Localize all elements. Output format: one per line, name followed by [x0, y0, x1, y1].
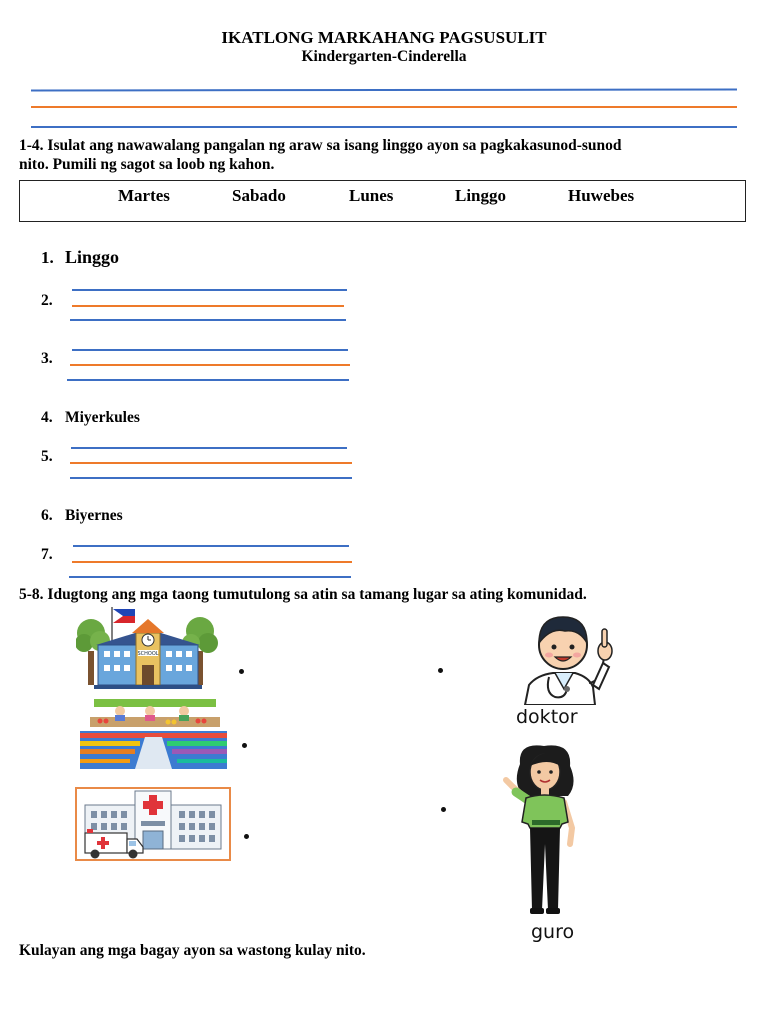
item-5-number: 5. [41, 448, 53, 465]
item-3-line-bottom [67, 379, 349, 381]
section2-instruction: 5-8. Idugtong ang mga taong tumutulong sa atin sa tamang lugar sa ating komunidad. [19, 586, 587, 603]
section1-instruction-line2: nito. Pumili ng sagot sa loob ng kahon. [19, 156, 275, 173]
item-3-number: 3. [41, 350, 53, 367]
item-6-number: 6. [41, 507, 53, 524]
item-2-line-bottom [70, 319, 346, 321]
item-1-answer: Linggo [65, 247, 120, 267]
item-4-answer: Miyerkules [65, 409, 140, 426]
teacher-image [498, 744, 590, 922]
item-5-line-middle [70, 462, 352, 464]
section1-instruction-line1: 1-4. Isulat ang nawawalang pangalan ng araw sa isang linggo ayon sa pagkakasunod-sunod [19, 137, 622, 154]
hospital-image [75, 787, 231, 861]
item-7-number: 7. [41, 546, 53, 563]
item-5-line-top[interactable] [71, 447, 347, 449]
guro-label: guro [531, 921, 575, 943]
item-2-line-middle [72, 305, 344, 307]
item-4-number: 4. [41, 409, 53, 426]
choice-linggo: Linggo [455, 186, 507, 205]
name-line-top[interactable] [31, 89, 737, 92]
connect-dot-guro[interactable] [441, 807, 446, 812]
page-subtitle: Kindergarten-Cinderella [301, 48, 467, 65]
item-2-number: 2. [41, 292, 53, 309]
connect-dot-market[interactable] [242, 743, 247, 748]
market-image [80, 697, 227, 769]
name-line-bottom [31, 126, 737, 128]
section3-instruction: Kulayan ang mga bagay ayon sa wastong kulay nito. [19, 942, 366, 959]
item-2-line-top[interactable] [72, 289, 347, 291]
connect-dot-doktor[interactable] [438, 668, 443, 673]
item-6-answer: Biyernes [65, 507, 123, 524]
item-3-line-top[interactable] [72, 349, 348, 351]
choice-martes: Martes [118, 186, 170, 205]
choice-lunes: Lunes [349, 186, 394, 205]
item-7-line-bottom [69, 576, 351, 578]
item-5-line-bottom [70, 477, 352, 479]
choice-huwebes: Huwebes [568, 186, 635, 205]
school-sign-text: SCHOOL [137, 651, 159, 657]
item-3-line-middle [70, 364, 350, 366]
item-7-line-middle [72, 561, 352, 563]
item-7-line-top[interactable] [73, 545, 349, 547]
page-title: IKATLONG MARKAHANG PAGSUSULIT [221, 28, 547, 47]
connect-dot-school[interactable] [239, 669, 244, 674]
name-line-middle [31, 106, 737, 108]
choice-sabado: Sabado [232, 186, 286, 205]
doktor-label: doktor [516, 706, 578, 728]
doctor-image [505, 605, 623, 705]
item-1-number: 1. [41, 248, 54, 267]
school-image [76, 603, 220, 691]
connect-dot-hospital[interactable] [244, 834, 249, 839]
